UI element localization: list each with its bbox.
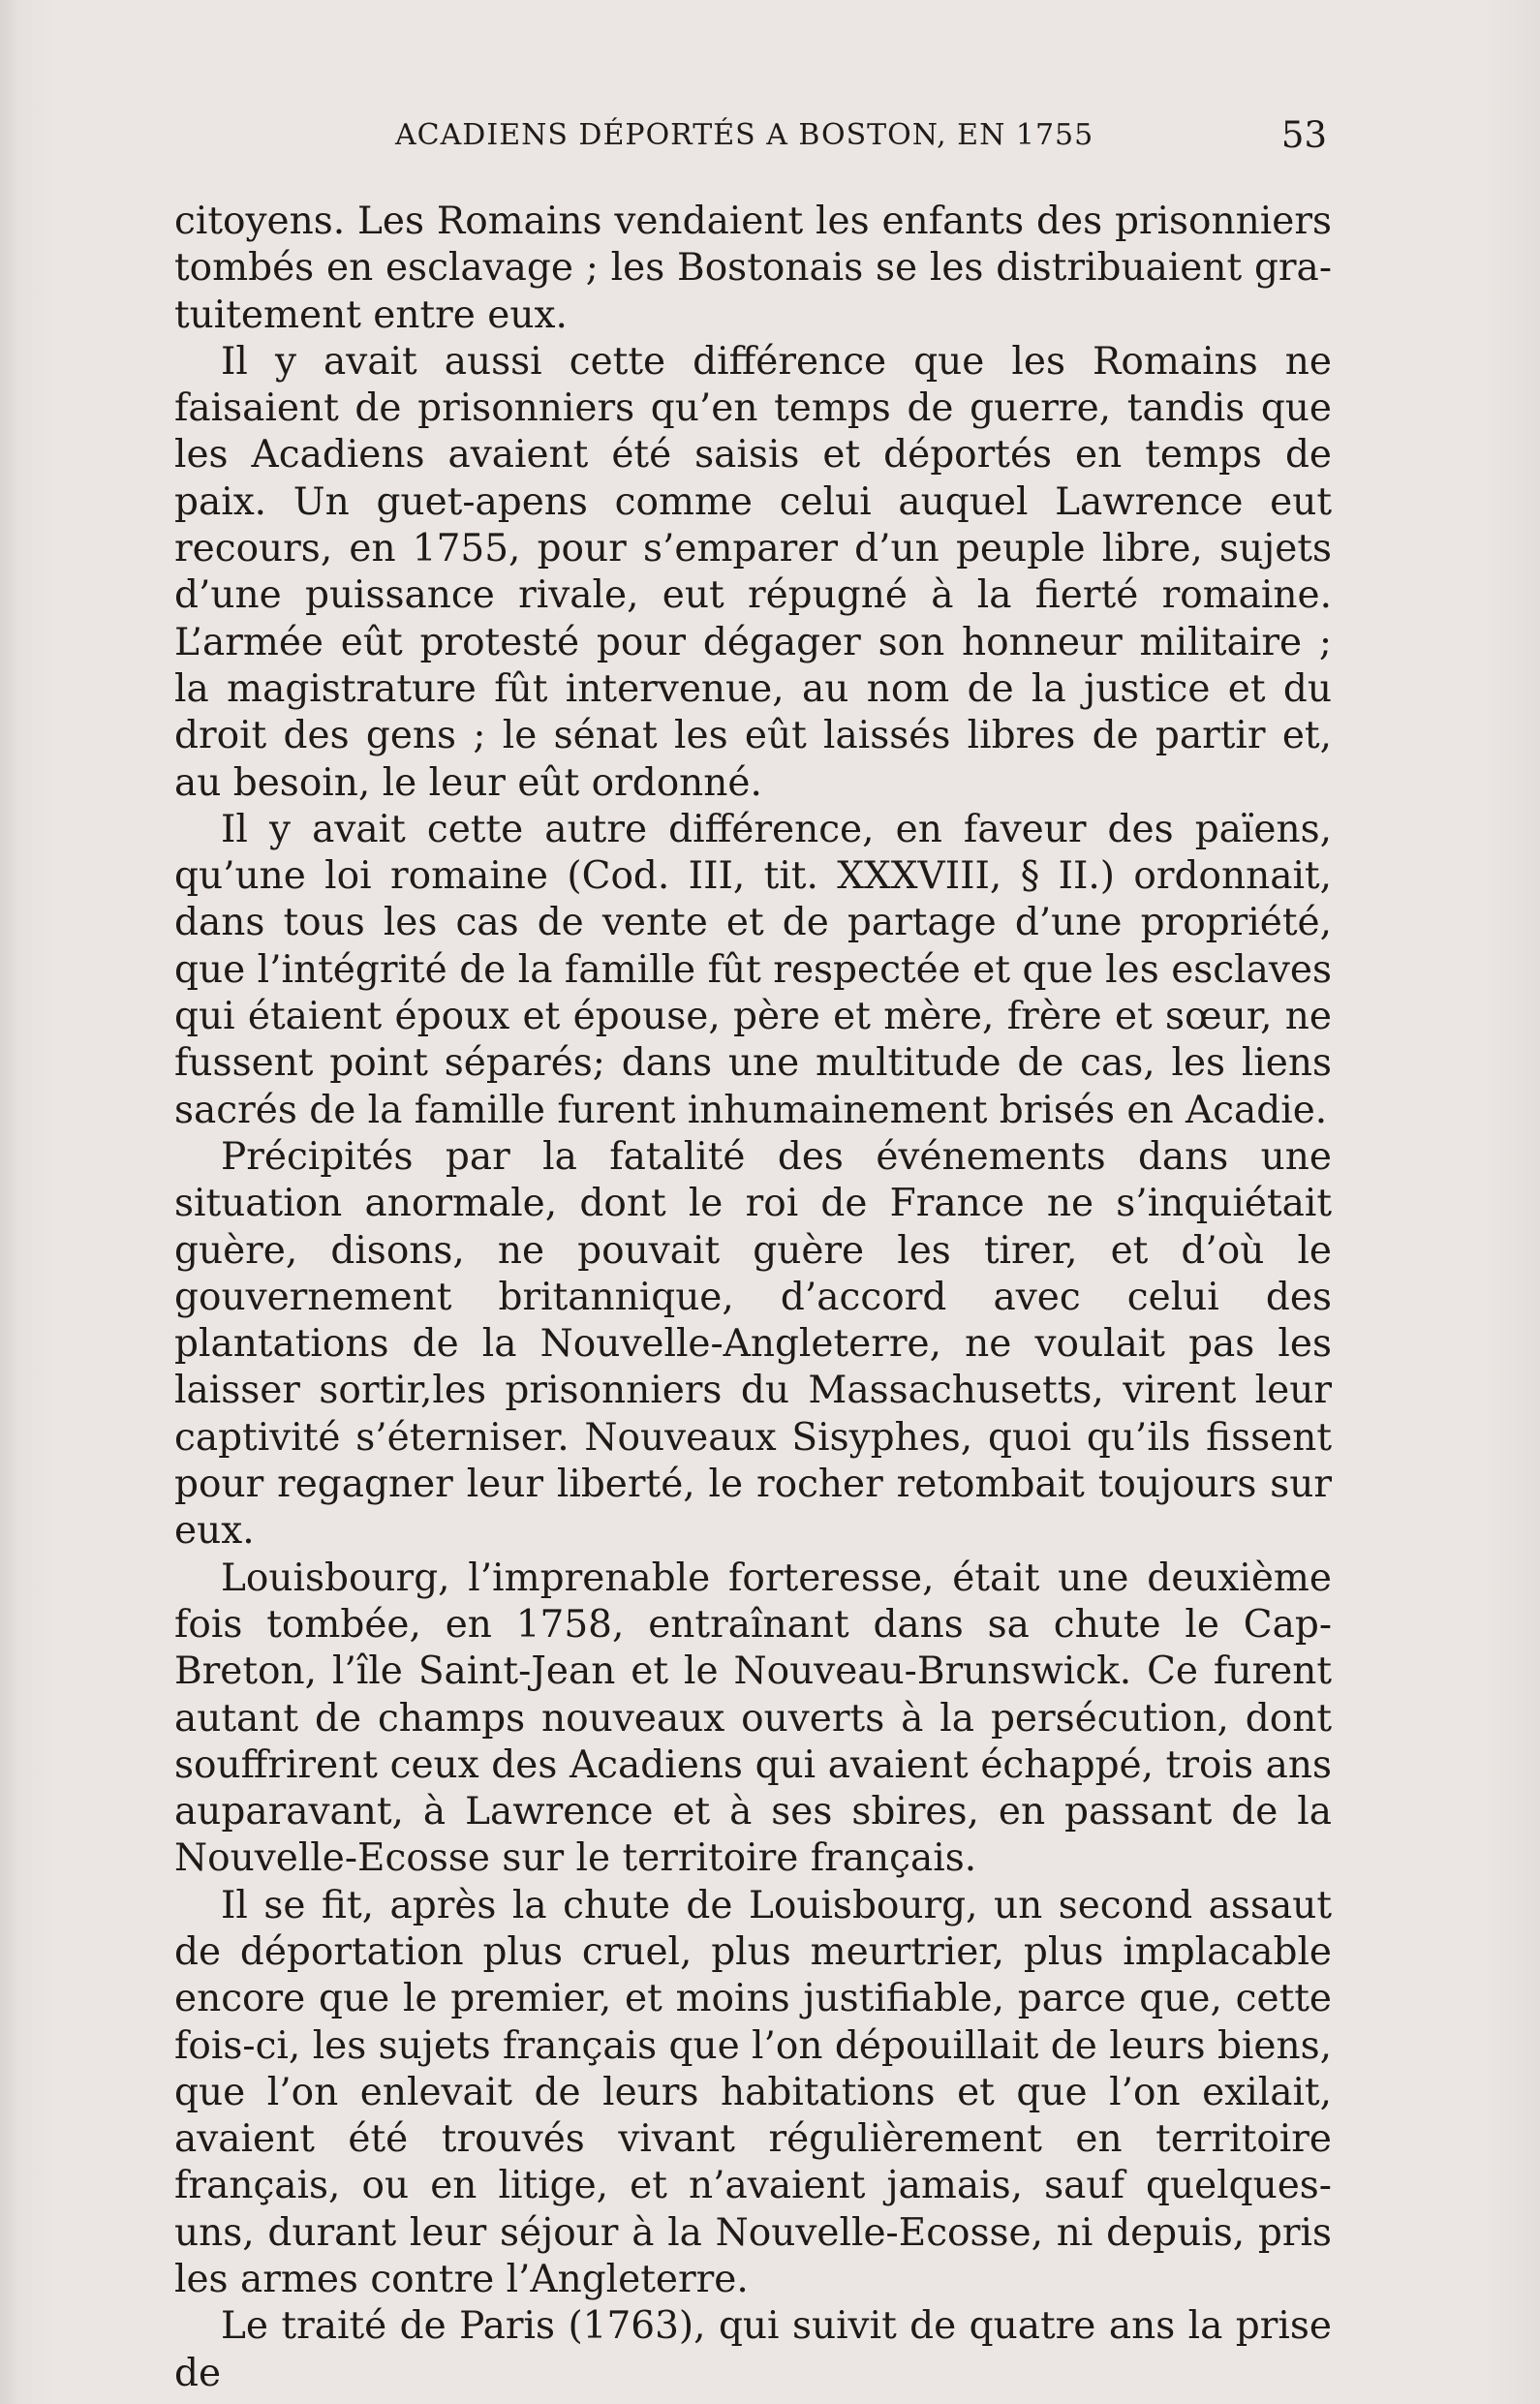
paragraph: Louisbourg, l’imprenable forteresse, était une deuxième fois tombée, en 1758, entraînant dans sa chute le Cap-Breton, l’île Saint-Jean et le Nouveau-Brunswick. Ce furent autant de champs nouveaux ouverts à la persécution, dont souffrirent ceux des Acadiens qui avaient échappé, trois ans auparavant, à Lawrence et à ses sbires, en passant de la Nouvelle-Ecosse sur le territoire français. bbox=[174, 1556, 1332, 1881]
body-text bbox=[174, 199, 1332, 2397]
paragraph: Le traité de Paris (1763), qui suivit de quatre ans la prise de bbox=[174, 2304, 1332, 2395]
paragraph: Il se fit, après la chute de Louisbourg, un second assaut de déportation plus cruel, plus meurtrier, plus implacable encore que le premier, et moins justifiable, parce que, cette fois-ci, les sujets français que l’on dépouillait de leurs biens, que l’on enlevait de leurs habitations et que l’on exilait, avaient été trouvés vivant régulièrement en territoire français, ou en litige, et n’avaient jamais, sauf quelques-uns, durant leur séjour à la Nouvelle-Ecosse, ni depuis, pris les armes contre l’Angleterre. bbox=[174, 1883, 1332, 2302]
paragraph: Précipités par la fatalité des événements dans une situation anormale, dont le roi de France ne s’inquiétait guère, disons, ne pouvait guère les tirer, et d’où le gouvernement britannique, d’accord avec celui des plantations de la Nouvelle-Angleterre, ne voulait pas les laisser sortir,les prisonniers du Massachusetts, virent leur captivité s’éterniser. Nouveaux Sisyphes, quoi qu’ils fissent pour regagner leur liberté, le rocher retombait toujours sur eux. bbox=[174, 1134, 1332, 1554]
running-title: ACADIENS DÉPORTÉS A BOSTON, EN 1755 bbox=[395, 118, 1094, 152]
page-header bbox=[174, 114, 1327, 163]
paragraph: Il y avait aussi cette différence que les Romains ne faisaient de prisonniers qu’en temps de guerre, tandis que les Acadiens avaient été saisis et déportés en temps de paix. Un guet-apens comme celui auquel Lawrence eut recours, en 1755, pour s’emparer d’un peuple libre, sujets d’une puissance rivale, eut répugné à la fierté romaine. L’armée eût protesté pour dégager son honneur militaire ; la magistrature fût intervenue, au nom de la justice et du droit des gens ; le sénat les eût laissés libres de partir et, au besoin, le leur eût ordonné. bbox=[174, 339, 1332, 805]
page-number: 53 bbox=[1280, 114, 1327, 156]
paragraph: citoyens. Les Romains vendaient les enfants des prisonniers tombés en esclavage ; les Bostonais se les distribuaient gratuitement entre eux. bbox=[174, 200, 1332, 337]
paragraph: Il y avait cette autre différence, en faveur des païens, qu’une loi romaine (Cod. III, tit. XXXVIII, § II.) ordonnait, dans tous les cas de vente et de partage d’une propriété, que l’intégrité de la famille fût respectée et que les esclaves qui étaient époux et épouse, père et mère, frère et sœur, ne fussent point séparés; dans une multitude de cas, les liens sacrés de la famille furent inhumainement brisés en Acadie. bbox=[174, 807, 1332, 1132]
